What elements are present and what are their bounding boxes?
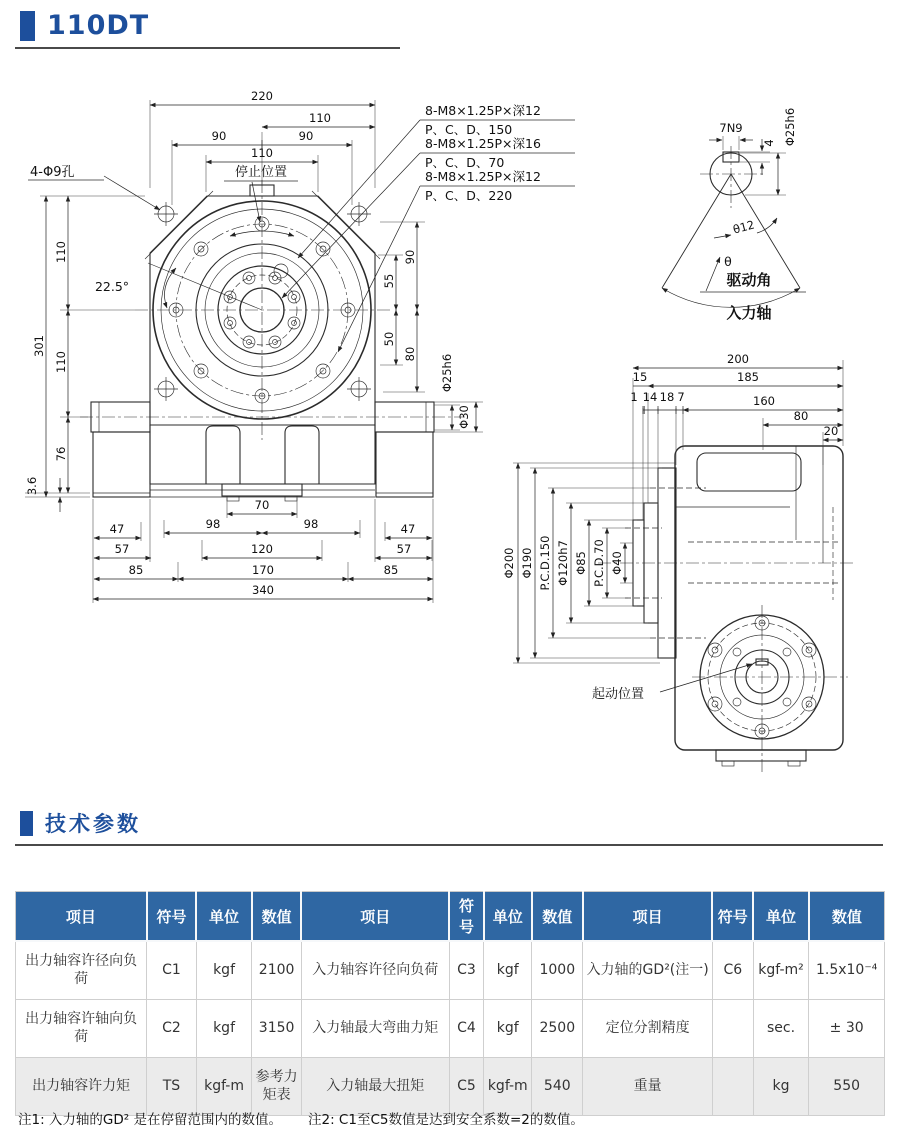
dim-label: 340 — [252, 583, 274, 597]
tech-params-table — [15, 891, 885, 1116]
cell: sec. — [753, 1000, 809, 1058]
cell: C2 — [147, 1000, 197, 1058]
pcd-callout: P、C、D、70 — [425, 155, 505, 170]
start-position-label: 起动位置 — [592, 687, 645, 702]
cell: 出力轴容许径向负荷 — [16, 941, 147, 1000]
technical-drawings — [0, 60, 900, 795]
cell: 重量 — [583, 1058, 712, 1116]
cell: 入力轴最大扭矩 — [301, 1058, 449, 1116]
dim-label: 185 — [737, 370, 759, 384]
dim-label: 200 — [727, 352, 749, 366]
dim-label: 47 — [109, 522, 125, 536]
col-header: 数值 — [252, 892, 302, 942]
dim-label: 301 — [32, 335, 46, 357]
dim-label: Φ30 — [457, 405, 471, 429]
cell: 入力轴容许径向负荷 — [301, 941, 449, 1000]
dim-label: 90 — [403, 249, 417, 265]
cell: kgf-m — [484, 1058, 532, 1116]
dim-label: Φ25h6 — [440, 353, 454, 393]
col-header: 符号 — [449, 892, 484, 942]
col-header: 符号 — [147, 892, 197, 942]
table-row — [16, 941, 885, 1000]
dim-label: 1 — [630, 390, 638, 404]
dim-label: 7 — [677, 390, 685, 404]
cell — [712, 1058, 753, 1116]
cell: 550 — [809, 1058, 885, 1116]
dia-label: P.C.D.150 — [538, 535, 552, 591]
cell: C5 — [449, 1058, 484, 1116]
cell: kgf-m² — [753, 941, 809, 1000]
col-header: 单位 — [484, 892, 532, 942]
page-title — [20, 10, 149, 41]
dim-label: 160 — [753, 394, 775, 408]
title-underline — [15, 47, 400, 49]
dim-label: 220 — [251, 89, 273, 103]
cell: 1000 — [532, 941, 583, 1000]
cell: 入力轴最大弯曲力矩 — [301, 1000, 449, 1058]
cell: kgf — [196, 941, 252, 1000]
cell: kgf — [484, 1000, 532, 1058]
tech-params-table-wrap — [15, 891, 885, 1116]
cell — [712, 1000, 753, 1058]
cell: ± 30 — [809, 1000, 885, 1058]
pcd-callout: P、C、D、150 — [425, 122, 513, 137]
dim-label: 70 — [254, 498, 270, 512]
cell: C6 — [712, 941, 753, 1000]
dim-label: 98 — [303, 517, 319, 531]
stop-position-label: 停止位置 — [234, 165, 288, 180]
dim-label: 85 — [128, 563, 144, 577]
col-header: 单位 — [753, 892, 809, 942]
section-title-text: 技术参数 — [45, 812, 141, 836]
dim-label: 14 — [642, 390, 658, 404]
model-title: 110DT — [47, 10, 150, 41]
thread-callout: 8-M8×1.25P×深16 — [425, 136, 541, 151]
footnote-1: 注1: 入力轴的GD² 是在停留范围内的数值。 — [18, 1112, 282, 1128]
thread-callout: 8-M8×1.25P×深12 — [425, 103, 541, 118]
footnotes — [18, 1108, 610, 1128]
dim-label: 80 — [793, 409, 809, 423]
col-header: 数值 — [809, 892, 885, 942]
dim-label: 110 — [54, 351, 68, 373]
col-header: 单位 — [196, 892, 252, 942]
dim-label: 170 — [252, 563, 274, 577]
cell: C1 — [147, 941, 197, 1000]
cell: 2100 — [252, 941, 302, 1000]
theta-ref-label: θ12 — [731, 217, 757, 237]
cell: kgf — [196, 1000, 252, 1058]
cell: 540 — [532, 1058, 583, 1116]
dim-label: 90 — [298, 129, 314, 143]
cell: C4 — [449, 1000, 484, 1058]
cell: kgf — [484, 941, 532, 1000]
dim-label: 57 — [396, 542, 412, 556]
cell: 入力轴的GD²(注一) — [583, 941, 712, 1000]
cell: 出力轴容许力矩 — [16, 1058, 147, 1116]
col-header: 符号 — [712, 892, 753, 942]
table-row — [16, 1058, 885, 1116]
side-view-drawing — [502, 352, 855, 772]
dim-label: 50 — [382, 331, 396, 347]
shaft-dia-label: Φ25h6 — [783, 107, 797, 147]
pcd-callout: P、C、D、220 — [425, 188, 513, 203]
drive-angle-label: 驱动角 — [726, 271, 772, 289]
dim-label: 57 — [114, 542, 130, 556]
cell: 参考力矩表 — [252, 1058, 302, 1116]
cell: TS — [147, 1058, 197, 1116]
dim-label: 110 — [251, 146, 273, 160]
footnote-2: 注2: C1至C5数值是达到安全系数=2的数值。 — [308, 1112, 584, 1128]
mount-holes-label: 4-Φ9孔 — [30, 165, 75, 180]
col-header: 项目 — [583, 892, 712, 942]
dim-label: 90 — [211, 129, 227, 143]
cell: 1.5x10⁻⁴ — [809, 941, 885, 1000]
dim-label: 3.6 — [25, 476, 39, 496]
cell: C3 — [449, 941, 484, 1000]
angle-label: 22.5° — [94, 279, 130, 294]
thread-callout: 8-M8×1.25P×深12 — [425, 169, 541, 184]
front-view-drawing — [25, 89, 575, 603]
cell: 2500 — [532, 1000, 583, 1058]
dim-label: 110 — [54, 241, 68, 263]
title-accent-square — [20, 11, 35, 41]
cell: kg — [753, 1058, 809, 1116]
dim-label: 110 — [309, 111, 331, 125]
dim-label: 85 — [383, 563, 399, 577]
dim-label: 47 — [400, 522, 416, 536]
table-row — [16, 1000, 885, 1058]
input-shaft-detail — [662, 108, 806, 322]
input-shaft-label: 入力轴 — [726, 304, 772, 322]
cell: 3150 — [252, 1000, 302, 1058]
cell: 定位分割精度 — [583, 1000, 712, 1058]
dim-label: 80 — [403, 346, 417, 362]
cell: 出力轴容许轴向负荷 — [16, 1000, 147, 1058]
dia-label: P.C.D.70 — [592, 539, 606, 587]
dia-label: Φ200 — [502, 547, 516, 579]
dim-label: 98 — [205, 517, 221, 531]
key-dim-label: 7N9 — [719, 121, 743, 135]
cell: kgf-m — [196, 1058, 252, 1116]
dim-label: 18 — [659, 390, 675, 404]
table-header-row — [16, 892, 885, 942]
dim-label: 76 — [54, 446, 68, 462]
dim-label: 120 — [251, 542, 273, 556]
dim-label: 15 — [632, 370, 648, 384]
col-header: 数值 — [532, 892, 583, 942]
dia-label: Φ40 — [610, 551, 624, 575]
dia-label: Φ190 — [520, 547, 534, 579]
section-accent-square — [20, 811, 33, 836]
dim-label: 20 — [823, 424, 839, 438]
key-depth-label: 4 — [762, 139, 776, 147]
theta-label: θ — [724, 254, 732, 269]
section-underline — [15, 844, 883, 846]
section-title — [20, 808, 141, 838]
dim-label: 55 — [382, 273, 396, 289]
dia-label: Φ120h7 — [556, 540, 570, 586]
col-header: 项目 — [301, 892, 449, 942]
col-header: 项目 — [16, 892, 147, 942]
dia-label: Φ85 — [574, 551, 588, 575]
